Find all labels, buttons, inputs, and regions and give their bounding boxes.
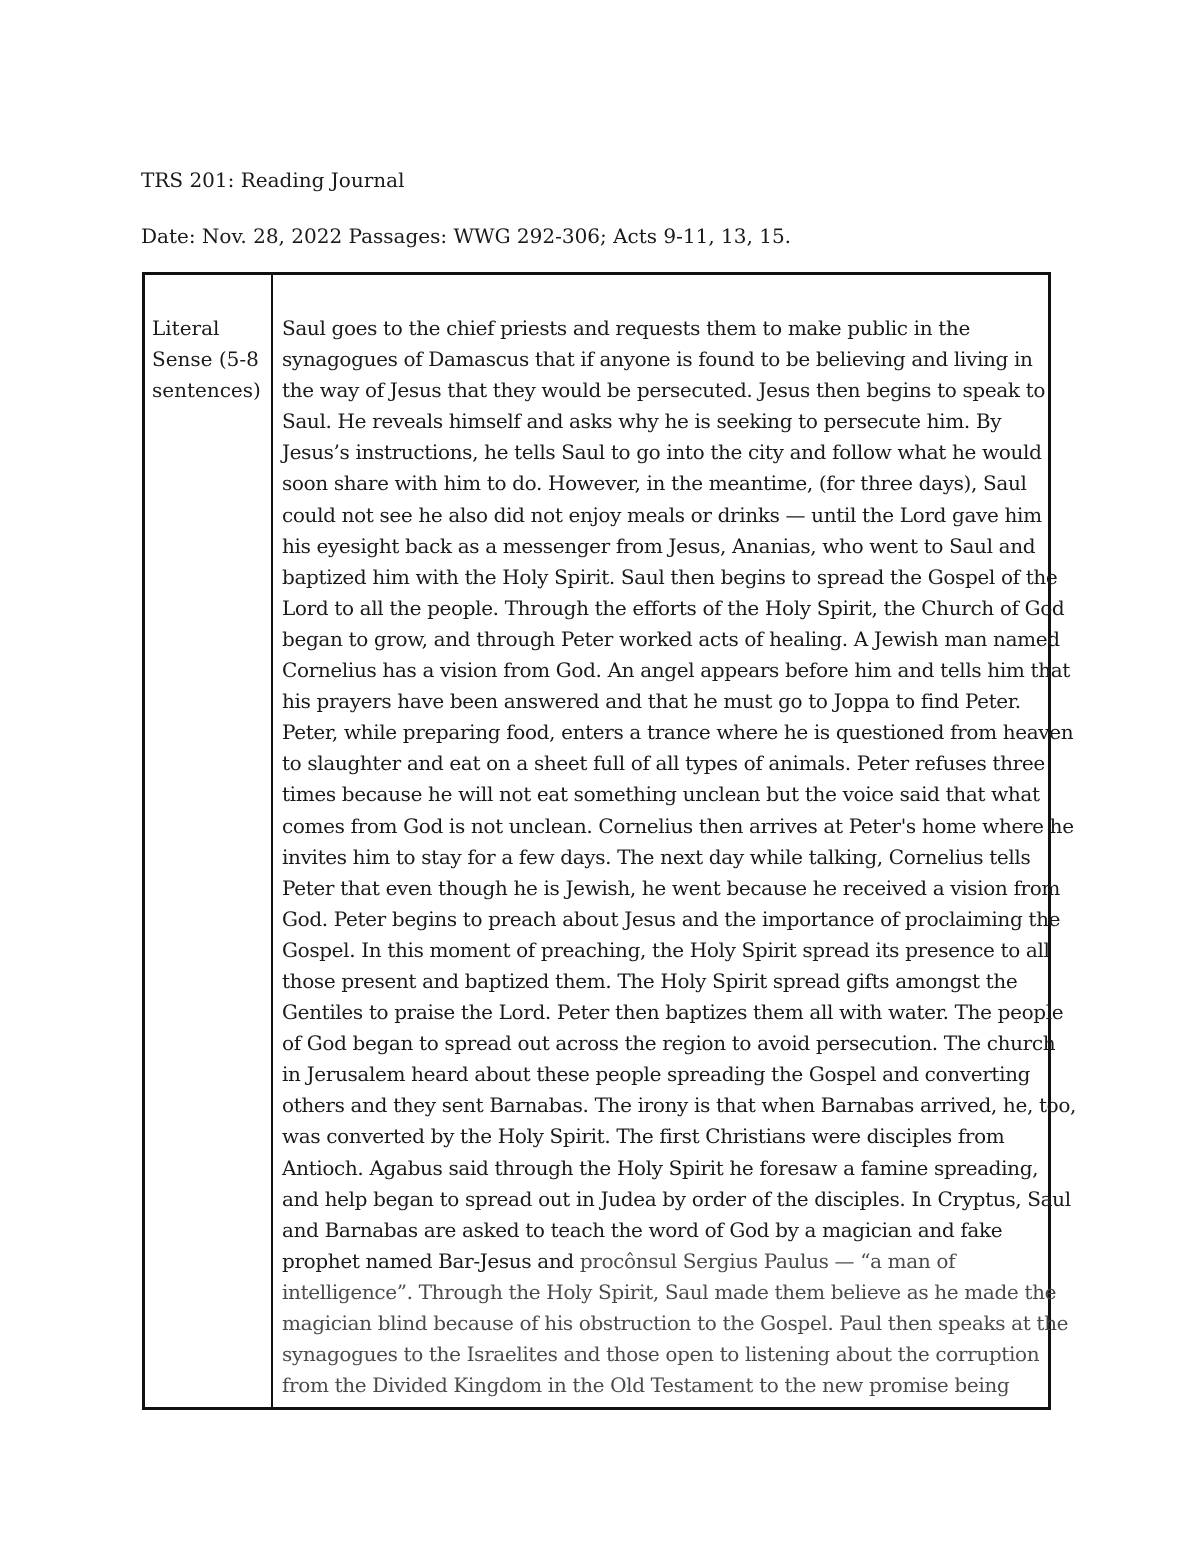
- text-line: comes from God is not unclean. Cornelius then arrives at Peter's home where he: [282, 813, 1074, 838]
- text-line: could not see he also did not enjoy meals or drinks — until the Lord gave him: [282, 502, 1042, 527]
- text-line: from the Divided Kingdom in the Old Testament to the new promise being: [282, 1373, 1010, 1398]
- text-line: began to grow, and through Peter worked acts of healing. A Jewish man named: [282, 626, 1060, 651]
- text-line: Lord to all the people. Through the efforts of the Holy Spirit, the Church of God: [282, 595, 1065, 620]
- row-label-line: Literal: [152, 316, 220, 340]
- text-line: Cornelius has a vision from God. An angel appears before him and tells him that: [282, 658, 1070, 683]
- text-line: others and they sent Barnabas. The irony is that when Barnabas arrived, he, too,: [282, 1093, 1077, 1118]
- text-line: synagogues to the Israelites and those open to listening about the corruption: [282, 1342, 1040, 1367]
- text-line: Gentiles to praise the Lord. Peter then baptizes them all with water. The people: [282, 1000, 1064, 1025]
- text-line: Peter that even though he is Jewish, he went because he received a vision from: [282, 875, 1061, 900]
- text-line: Saul goes to the chief priests and requests them to make public in the: [282, 316, 970, 340]
- column-divider: [271, 275, 273, 1407]
- text-line: in Jerusalem heard about these people spreading the Gospel and converting: [282, 1062, 1031, 1087]
- text-line: Gospel. In this moment of preaching, the Holy Spirit spread its presence to all: [282, 937, 1050, 962]
- text-line: was converted by the Holy Spirit. The first Christians were disciples from: [282, 1124, 1005, 1149]
- text-line: Jesus’s instructions, he tells Saul to go into the city and follow what he would: [282, 440, 1042, 465]
- text-line: synagogues of Damascus that if anyone is found to be believing and living in: [282, 347, 1033, 372]
- row-label-line: Sense (5-8: [152, 347, 259, 371]
- text-line: soon share with him to do. However, in the meantime, (for three days), Saul: [282, 471, 1027, 496]
- row-label-line: sentences): [152, 378, 261, 402]
- text-line: of God began to spread out across the region to avoid persecution. The church: [282, 1031, 1056, 1056]
- text-line: Peter, while preparing food, enters a trance where he is questioned from heaven: [282, 720, 1074, 745]
- literal-sense-text: [282, 313, 1077, 1401]
- document-title: TRS 201: Reading Journal: [141, 168, 405, 192]
- text-line: God. Peter begins to preach about Jesus and the importance of proclaiming the: [282, 906, 1061, 931]
- text-line: the way of Jesus that they would be persecuted. Jesus then begins to speak to: [282, 378, 1046, 403]
- text-line: to slaughter and eat on a sheet full of all types of animals. Peter refuses three: [282, 751, 1045, 776]
- text-line: magician blind because of his obstruction to the Gospel. Paul then speaks at the: [282, 1311, 1069, 1335]
- text-line: Saul. He reveals himself and asks why he is seeking to persecute him. By: [282, 409, 1002, 434]
- text-line: times because he will not eat something unclean but the voice said that what: [282, 782, 1040, 807]
- text-line: Antioch. Agabus said through the Holy Spirit he foresaw a famine spreading,: [282, 1155, 1039, 1180]
- text-line: baptized him with the Holy Spirit. Saul then begins to spread the Gospel of the: [282, 564, 1058, 589]
- text-line: prophet named Bar-Jesus and procônsul Sergius Paulus — “a man of: [282, 1248, 956, 1273]
- text-line: his prayers have been answered and that he must go to Joppa to find Peter.: [282, 689, 1021, 714]
- journal-table: [142, 272, 1077, 1410]
- text-line: intelligence”. Through the Holy Spirit, Saul made them believe as he made the: [282, 1279, 1057, 1304]
- date-passages-line: Date: Nov. 28, 2022 Passages: WWG 292-306; Acts 9-11, 13, 15.: [141, 224, 792, 248]
- text-line: his eyesight back as a messenger from Jesus, Ananias, who went to Saul and: [282, 533, 1036, 558]
- text-line: and help began to spread out in Judea by order of the disciples. In Cryptus, Saul: [282, 1186, 1071, 1211]
- text-line: those present and baptized them. The Holy Spirit spread gifts amongst the: [282, 968, 1018, 993]
- text-line: invites him to stay for a few days. The next day while talking, Cornelius tells: [282, 844, 1031, 869]
- text-line: and Barnabas are asked to teach the word of God by a magician and fake: [282, 1217, 1003, 1242]
- row-label-cell: [152, 313, 264, 406]
